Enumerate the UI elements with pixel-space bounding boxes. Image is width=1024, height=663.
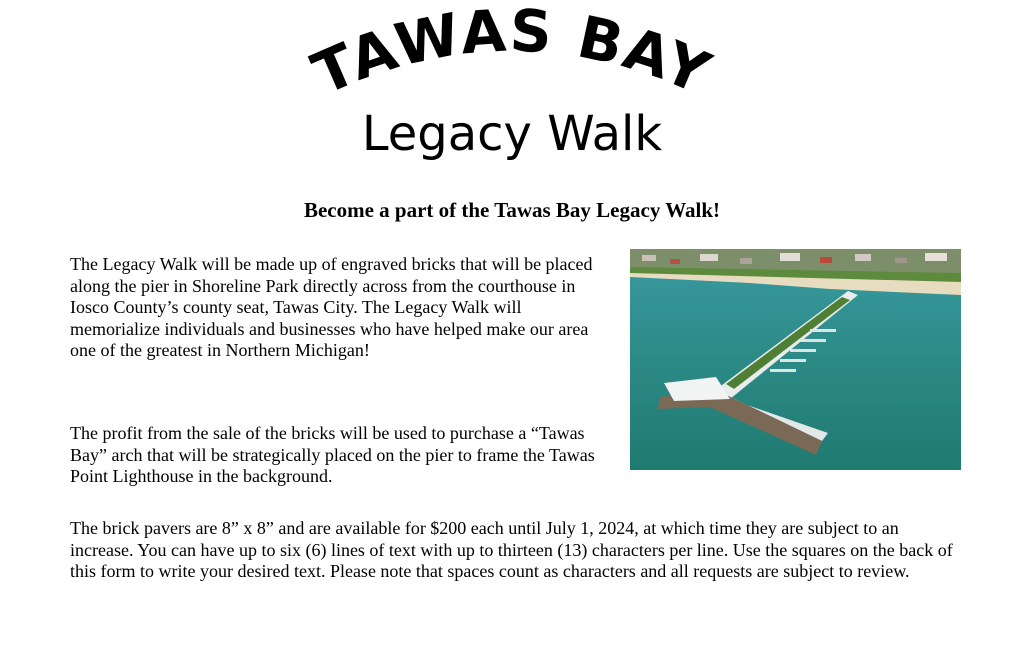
logo-subtitle: Legacy Walk xyxy=(361,106,663,162)
profit-paragraph: The profit from the sale of the bricks will be used to purchase a “Tawas Bay” arch that will be strategically placed on the pier to frame the Tawas Point Lighthouse in the background. xyxy=(70,423,595,486)
pricing-paragraph: The brick pavers are 8” x 8” and are available for $200 each until July 1, 2024, at which time they are subject to an increase. You can have up to six (6) lines of text with up to thirteen (13) characters per line. Use the squares on the back of this form to write your desired text. Please note that spaces count as characters and all requests are subject to review. xyxy=(70,518,953,581)
logo-title xyxy=(303,0,721,108)
intro-paragraph: The Legacy Walk will be made up of engraved bricks that will be placed along the pier in Shoreline Park directly across from the courthouse in Iosco County’s county seat, Tawas City. The Legacy Walk will memorialize individuals and businesses who have helped make our area one of the greatest in Northern Michigan! xyxy=(70,254,593,360)
page-heading: Become a part of the Tawas Bay Legacy Walk! xyxy=(303,198,721,222)
pier-aerial-photo xyxy=(630,249,961,470)
logo-title-text: TAWAS BAY xyxy=(302,0,721,109)
